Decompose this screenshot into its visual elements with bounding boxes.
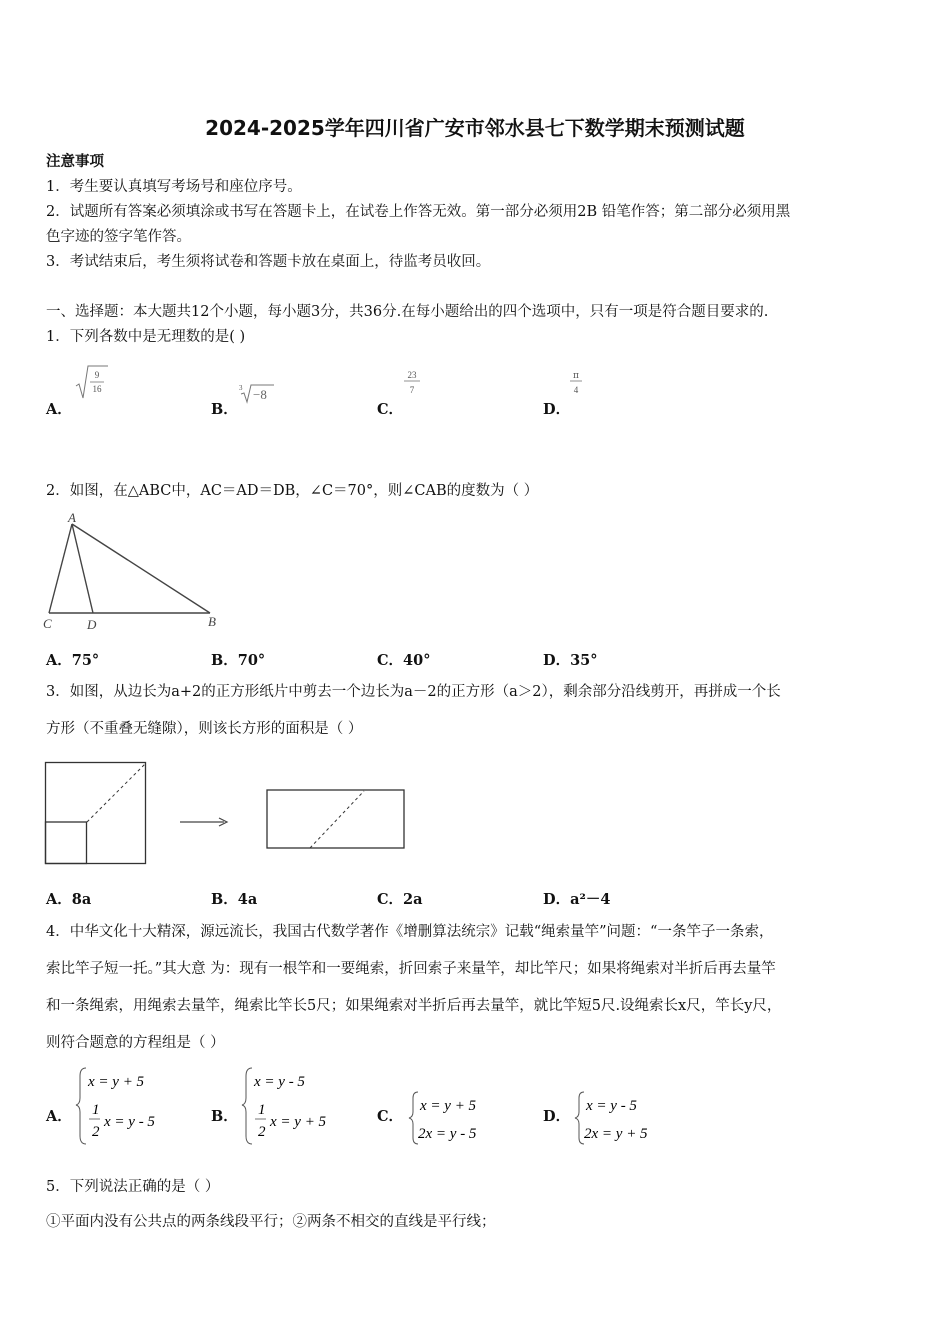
q4-a-half-den: 2	[92, 1124, 100, 1140]
q4-d-eq2: 2x = y + 5	[584, 1126, 648, 1142]
side-AD	[72, 524, 93, 613]
q4-option-c-system	[408, 1090, 508, 1146]
side-AC	[49, 524, 72, 613]
section-heading: 一、选择题：本大题共12个小题，每小题3分，共36分.在每小题给出的四个选项中，只有一项是符合题目要求的.	[46, 304, 769, 320]
notice-item-1: 1．考生要认真填写考场号和座位序号。	[46, 179, 302, 195]
notice-item-3: 3．考试结束后，考生须将试卷和答题卡放在桌面上，待监考员收回。	[46, 254, 491, 270]
q4-a-eq1: x = y + 5	[88, 1074, 145, 1090]
q4-b-half-den: 2	[258, 1124, 266, 1140]
q4-line-2: 索比竿子短一托。”其大意 为：现有一根竿和一要绳索，折回索子来量竿，却比竿尺；如果将绳索对半折后再去量竿	[46, 961, 776, 977]
q3-line-1: 3．如图，从边长为a+2的正方形纸片中剪去一个边长为a－2的正方形（a＞2），剩余部分沿线剪开，再拼成一个长	[46, 684, 781, 700]
q2-option-c: C．40°	[377, 652, 431, 669]
q3-rectangle	[267, 790, 404, 848]
q4-b-eq2: x = y + 5	[270, 1114, 327, 1130]
q1-option-c-fraction	[402, 367, 422, 399]
label-B: B	[208, 614, 216, 629]
q2-option-d: D．35°	[543, 652, 598, 669]
q1-d-num: π	[573, 371, 579, 381]
q4-option-a-system	[76, 1066, 186, 1146]
q4-line-1: 4．中华文化十大精深，源远流长，我国古代数学著作《增删算法统宗》记载“绳索量竿”问题：“一条竿子一条索，	[46, 924, 774, 940]
q2-triangle-figure	[40, 512, 230, 634]
q5-statement-line: ①平面内没有公共点的两条线段平行；②两条不相交的直线是平行线；	[46, 1214, 496, 1230]
q1-a-num: 9	[94, 370, 100, 380]
q2-option-b: B．70°	[211, 652, 266, 669]
q4-option-d-label: D．	[543, 1108, 571, 1125]
label-D: D	[87, 617, 97, 632]
q3-option-d: D．a²－4	[543, 891, 611, 908]
q5-stem: 5．下列说法正确的是（ ）	[46, 1179, 220, 1195]
q1-c-num: 23	[407, 370, 417, 380]
q1-b-rad: −8	[253, 387, 267, 402]
q3-option-a: A．8a	[46, 891, 92, 908]
q4-option-d-system	[574, 1090, 674, 1146]
q1-stem: 1．下列各数中是无理数的是( )	[46, 329, 246, 345]
q4-line-4: 则符合题意的方程组是（ ）	[46, 1035, 225, 1051]
notice-heading: 注意事项	[46, 153, 104, 170]
q4-option-b-system	[242, 1066, 352, 1146]
q2-stem: 2．如图，在△ABC中，AC＝AD＝DB，∠C＝70°，则∠CAB的度数为（ ）	[46, 483, 539, 499]
q1-d-den: 4	[573, 385, 579, 395]
q1-b-index: 3	[239, 384, 243, 392]
q4-b-half-num: 1	[258, 1102, 266, 1118]
notice-item-2: 2．试题所有答案必须填涂或书写在答题卡上，在试卷上作答无效。第一部分必须用2B 铅笔作答；第二部分必须用黑	[46, 204, 791, 220]
q2-option-a: A．75°	[46, 652, 100, 669]
q1-option-b-cuberoot	[238, 382, 278, 404]
q3-option-b: B．4a	[211, 891, 258, 908]
q4-c-eq2: 2x = y - 5	[418, 1126, 477, 1142]
q1-option-a-label: A．	[46, 401, 72, 418]
q4-option-b-label: B．	[211, 1108, 238, 1125]
q4-c-eq1: x = y + 5	[420, 1098, 477, 1114]
q3-line-2: 方形（不重叠无缝隙），则该长方形的面积是（ ）	[46, 721, 363, 737]
q1-option-d-label: D．	[543, 401, 571, 418]
q3-option-c: C．2a	[377, 891, 423, 908]
q4-option-c-label: C．	[377, 1108, 404, 1125]
label-A: A	[68, 510, 76, 525]
label-C: C	[43, 616, 52, 631]
q4-b-eq1: x = y - 5	[254, 1074, 305, 1090]
q1-c-den: 7	[409, 385, 415, 395]
notice-item-2-cont: 色字迹的签字笔作答。	[46, 229, 191, 245]
q4-a-half-num: 1	[92, 1102, 100, 1118]
q4-a-eq2: x = y - 5	[104, 1114, 155, 1130]
side-AB	[72, 524, 210, 613]
q4-line-3: 和一条绳索，用绳索去量竿，绳索比竿长5尺；如果绳索对半折后再去量竿，就比竿短5尺.设绳索长x尺，竿长y尺，	[46, 998, 782, 1014]
page-title: 2024-2025学年四川省广安市邻水县七下数学期末预测试题	[205, 116, 745, 140]
q1-option-c-label: C．	[377, 401, 404, 418]
q4-d-eq1: x = y - 5	[586, 1098, 637, 1114]
q1-option-a-sqrt	[74, 364, 110, 404]
q1-option-b-label: B．	[211, 401, 238, 418]
q4-option-a-label: A．	[46, 1108, 72, 1125]
q3-square-figure	[44, 761, 410, 867]
q1-a-den: 16	[92, 384, 102, 394]
q1-option-d-fraction	[568, 367, 584, 399]
